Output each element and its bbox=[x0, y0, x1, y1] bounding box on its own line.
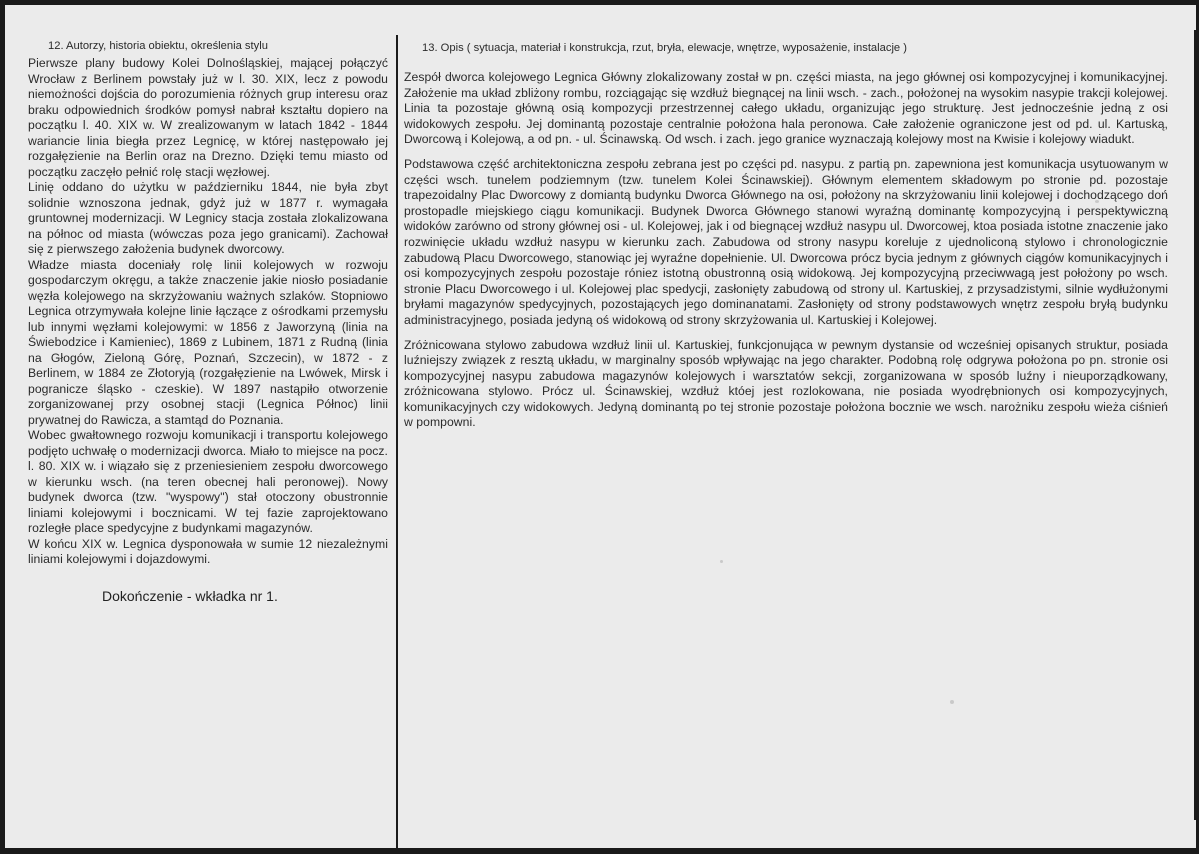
description-paragraph: Zespół dworca kolejowego Legnica Główny zlokalizowany został w pn. części miasta, na jego głównej osi kompozycyjnej i komunikacyjnej. Założenie ma układ zbliżony rombu, rozciągając się wzdłuż biegnącej na linii wsch. - zach., położonej na wysokim nasypie trakcji kolejowej. Linia ta pozostaje główną osią kompozycji przestrzennej całego układu, organizując jego strukturę. Jest jednocześnie jedną z osi widokowych zespołu. Jej dominantą pozostaje centralnie położona hala peronowa. Całe założenie ograniczone jest od pd. ul. Kartuską, Dworcową i Kolejową, a od pn. - ul. Ścinawską. Od wsch. i zach. jego granice wyznaczają kolejowy most na Kwisie i kolejowy wiadukt. bbox=[404, 70, 1168, 147]
section-heading-description: 13. Opis ( sytuacja, materiał i konstrukcja, rzut, bryła, elewacje, wnętrze, wyposażenie, instalacje ) bbox=[422, 42, 907, 54]
history-paragraph: Pierwsze plany budowy Kolei Dolnośląskiej, mającej połączyć Wrocław z Berlinem powstały już w l. 30. XIX, lecz z powodu niemożności dojścia do porozumienia różnych grup interesu oraz braku odpowiednich środków pomysł nabrał kształtu dopiero na początku l. 40. XIX w. W zrealizowanym w latach 1842 - 1844 wariancie linia biegła przez Legnicę, w której następowało jej rozgałęzienie na Berlin oraz na Drezno. Dzięki temu miasto od początku zaczęło pełnić rolę stacji węzłowej. bbox=[28, 56, 388, 179]
sheet-right-edge bbox=[1194, 30, 1197, 820]
description-paragraph: Zróżnicowana stylowo zabudowa wzdłuż linii ul. Kartuskiej, funkcjonująca w pewnym dystansie od wcześniej opisanych struktur, posiada luźniejszy związek z resztą układu, w marginalny sposób wpływając na jego charakter. Podobną rolę odgrywa położona po pn. stronie osi kompozycyjnej nasypu zabudowa magazynów kolejowych i warsztatów sekcji, zorganizowana w sposób luźny i nieuporządkowany, zróżnicowana stylowo. Prócz ul. Ścinawskiej, wzdłuż któej jest rozlokowana, nie posiada wyodrębnionych osi kompozycyjnych, komunikacyjnych czy widokowych. Jedyną dominantą po tej stronie pozostaje położona bocznie we wsch. narożniku zespołu wieża ciśnień w pompowni. bbox=[404, 337, 1168, 430]
description-paragraph: Podstawowa część architektoniczna zespołu zebrana jest po części pd. nasypu. z partią pn. zapewniona jest komunikacja usytuowanym w części wsch. tunelem podziemnym (tzw. tunelem Kolei Ścinawskiej). Głównym elementem składowym po stronie pd. pozostaje trapezoidalny Plac Dworcowy z domiantą budynku Dworca Głównego na osi, położony na skrzyżowaniu linii kolejowej i dochodzącego doń prostopadle miejskiego ciągu komunikacji. Budynek Dworca Głównego stanowi wyraźną dominantę kompozycyjną i perspektywiczną widoków zarówno od strony głównej osi - ul. Kolejowej, jak i od biegnącej wzdłuż nasypu ul. Dworcowej, ktoa posiada istotne znaczenie jako rozwinięcie układu wzdłuż nasypu w kierunku zach. Zabudowa od strony nasypu koreluje z ujednoliconą stylowo i chronologicznie zabudową Placu Dworcowego, stanowiąc jej wyraźne dopełnienie. Ul. Dworcowa prócz bycia jednym z głównych ciągów komunikacyjnych i osi kompozycyjnych zespołu pozostaje róniez istotną obustronną osią widokową. Jej kompozycyjną przeciwwagą jest położony po wsch. stronie Placu Dworcowego i ul. Kolejowej plac spedycji, zasłonięty zabudową od strony ul. Kartuskiej, z przysadzistymi, silnie wydłużonymi bryłami magazynów spedycyjnych, pozostających jego dominanatami. Zasłonięty od strony podstawowych wnętrz zespołu bryłą budynku administracyjnego, posiada jedyną oś widokową od strony skrzyżowania ul. Kartuskiej i Kolejowej. bbox=[404, 156, 1168, 327]
history-paragraph: Wobec gwałtownego rozwoju komunikacji i transportu kolejowego podjęto uchwałę o modernizacji dworca. Miało to miejsce na pocz. l. 80. XIX w. i wiązało się z przeniesieniem zespołu dworcowego w kierunku wsch. (na teren obecnej hali peronowej). Nowy budynek dworca (tzw. "wyspowy") stał otoczony obustronnie liniami kolejowymi i bocznicami. W tej fazie zaprojektowano rozległe place spedycyjne z budynkami magazynów. bbox=[28, 428, 388, 535]
paper-speck bbox=[950, 700, 954, 704]
section-heading-history: 12. Autorzy, historia obiektu, określenia stylu bbox=[48, 40, 268, 52]
continuation-note: Dokończenie - wkładka nr 1. bbox=[102, 587, 278, 604]
history-section bbox=[28, 36, 388, 604]
history-paragraph: W końcu XIX w. Legnica dysponowała w sumie 12 niezależnymi liniami kolejowymi i dojazdowymi. bbox=[28, 536, 388, 566]
paper-speck bbox=[720, 560, 723, 563]
history-paragraph: Władze miasta doceniały rolę linii kolejowych w rozwoju gospodarczym okręgu, a także znaczenie jakie niosło posiadanie węzła kolejowego na skrzyżowaniu ważnych szlaków. Stopniowo Legnica otrzymywała kolejne linie łączące z ośrodkami przemysłu lub innymi węzłami kolejowymi: w 1856 z Jaworzyną (linia na Świebodzice i Kamieniec), 1869 z Lubinem, 1871 z Rudną (linia na Głogów, Zieloną Górę, Poznań, Szczecin), w 1872 - z Berlinem, w 1884 ze Złotoryją (rozgałęzienie na Lwówek, Mirsk i pogranicze śląsko - czeskie). W 1897 nastąpiło otworzenie zorganizowanej przy osobnej stacji (Legnica Północ) linii prywatnej do Rawicza, a stamtąd do Poznania. bbox=[28, 257, 388, 427]
history-paragraph: Linię oddano do użytku w październiku 1844, nie była zbyt solidnie wznoszona jednak, gdyż już w 1877 r. wymagała gruntownej modernizacji. W Legnicy stacja została zlokalizowana na północ od miasta (wówczas poza jego granicami). Zachował się z pierwszego założenia budynek dworcowy. bbox=[28, 180, 388, 256]
sheet-bottom-edge bbox=[0, 848, 1199, 854]
column-divider bbox=[396, 35, 398, 849]
description-section bbox=[404, 38, 1168, 440]
